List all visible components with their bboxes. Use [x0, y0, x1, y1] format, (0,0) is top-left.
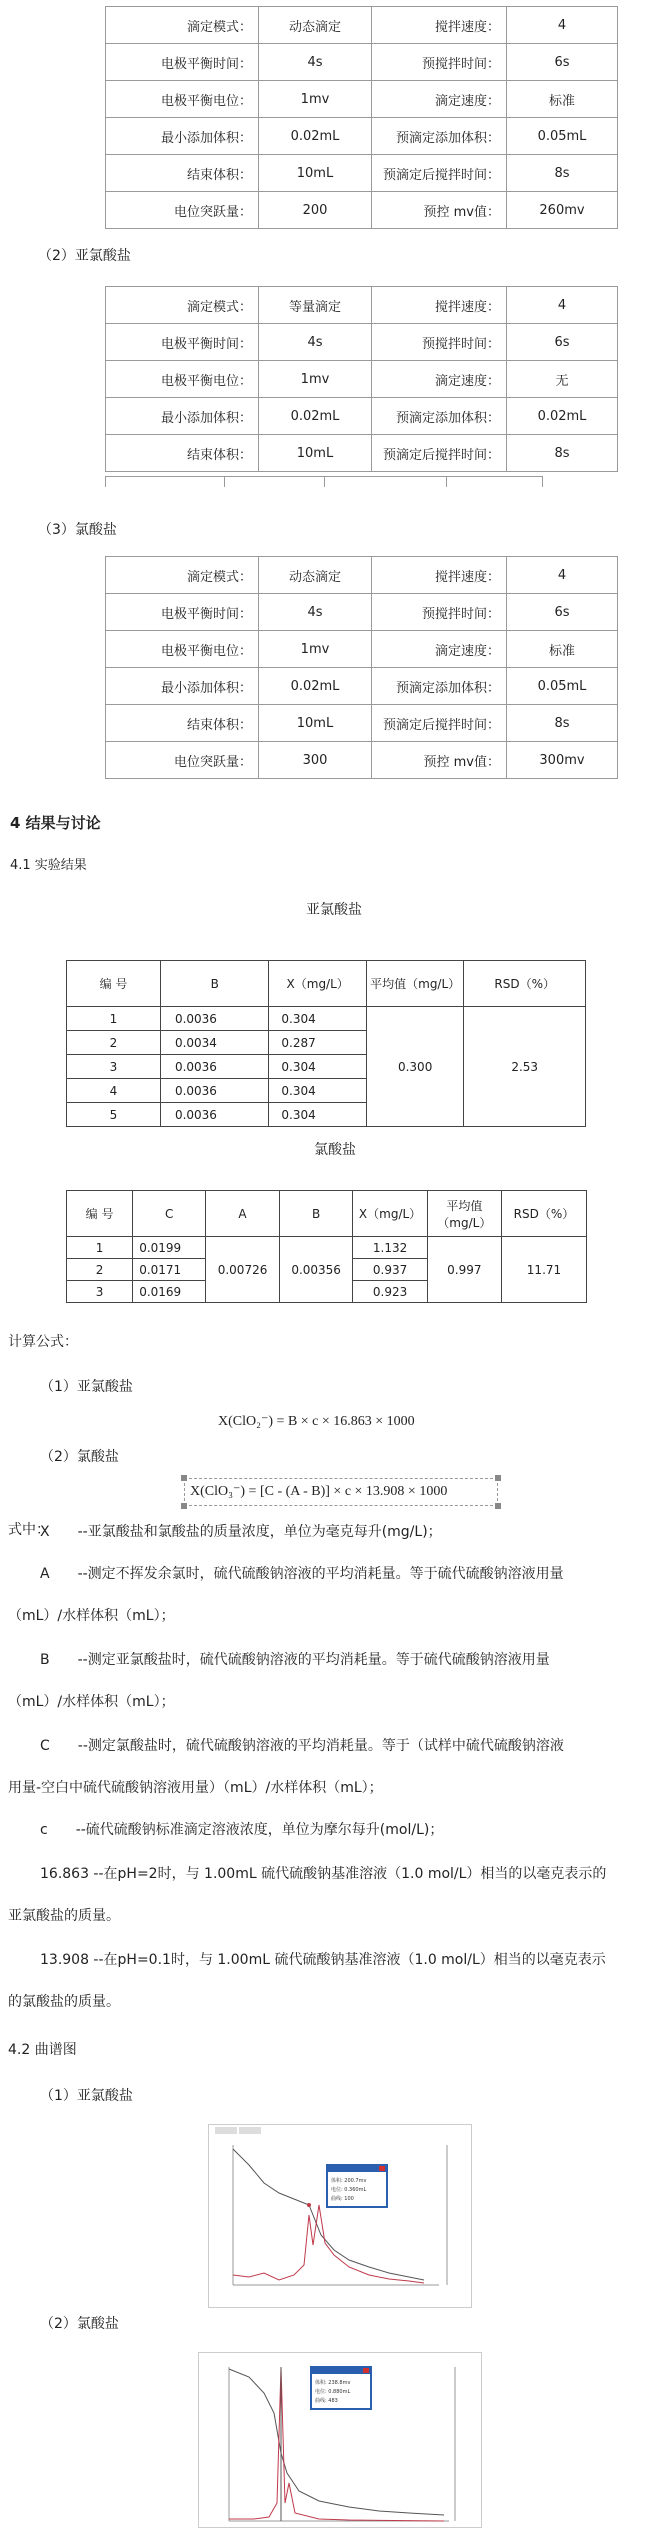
- legend-line: A --测定不挥发余氯时，硫代硫酸钠溶液的平均消耗量。等于硫代硫酸钠溶液用量: [40, 1566, 564, 1582]
- chlorite-titration-curve: [208, 2124, 472, 2308]
- cell-id: 3: [67, 1055, 161, 1079]
- legend-line: 13.908 --在pH=0.1时，与 1.00mL 硫代硫酸钠基准溶液（1.0 mol/L）相当的以毫克表示: [40, 1952, 606, 1968]
- param-cell: 200: [259, 192, 372, 229]
- table-header: 平均值（mg/L）: [427, 1191, 501, 1237]
- param-table-chlorate: [105, 556, 618, 779]
- cell-b: 0.00356: [279, 1237, 353, 1303]
- param-cell: 预滴定后搅拌时间：: [372, 705, 507, 742]
- table-row: [67, 1237, 587, 1259]
- param-cell: 4: [507, 7, 618, 44]
- param-row: [106, 192, 618, 229]
- legend-line: c --硫代硫酸钠标准滴定溶液浓度，单位为摩尔每升(mol/L)；: [40, 1822, 444, 1838]
- table-header: C: [133, 1191, 206, 1237]
- param-cell: 滴定模式：: [106, 7, 259, 44]
- legend-line: 用量-空白中硫代硫酸钠溶液用量）（mL）/水样体积（mL）；: [8, 1780, 383, 1796]
- param-row: [106, 668, 618, 705]
- cell-id: 3: [67, 1281, 133, 1303]
- param-cell: 0.05mL: [507, 668, 618, 705]
- cell-x: 0.304: [269, 1079, 366, 1103]
- chlorite-curve-svg: [209, 2125, 471, 2307]
- param-cell: 8s: [507, 435, 618, 472]
- param-cell: 10mL: [259, 435, 372, 472]
- table-header: B: [160, 961, 268, 1007]
- param-cell: 结束体积：: [106, 155, 259, 192]
- param-cell: 0.02mL: [259, 118, 372, 155]
- cell-b: 0.0036: [160, 1055, 268, 1079]
- param-cell: 电极平衡时间：: [106, 44, 259, 81]
- param-cell: 预滴定后搅拌时间：: [372, 155, 507, 192]
- param-cell: 电位突跃量：: [106, 742, 259, 779]
- table-header: 编 号: [67, 1191, 133, 1237]
- cell-id: 2: [67, 1259, 133, 1281]
- param-cell: 300mv: [507, 742, 618, 779]
- param-cell: 8s: [507, 155, 618, 192]
- param-row: [106, 557, 618, 594]
- popup1-line2: 电位: 0.360mL: [331, 2187, 367, 2193]
- table-header: B: [279, 1191, 353, 1237]
- legend-line: C --测定氯酸盐时，硫代硫酸钠溶液的平均消耗量。等于（试样中硫代硫酸钠溶液: [40, 1738, 564, 1754]
- param-cell: 4: [507, 287, 618, 324]
- param-cell: 6s: [507, 44, 618, 81]
- cell-b: 0.0036: [160, 1079, 268, 1103]
- cell-x: 0.923: [353, 1281, 427, 1303]
- param-row: [106, 287, 618, 324]
- param-cell: 最小添加体积：: [106, 118, 259, 155]
- cell-b: 0.0034: [160, 1031, 268, 1055]
- cell-id: 5: [67, 1103, 161, 1127]
- partial-row: [105, 476, 543, 487]
- param-cell: 300: [259, 742, 372, 779]
- formula-chlorate: X(ClO₃⁻) = [C - (A - B)] × c × 13.908 × 1000: [190, 1484, 448, 1499]
- table-header: 平均值（mg/L）: [366, 961, 463, 1007]
- param-cell: 搅拌速度：: [372, 557, 507, 594]
- table-header: 编 号: [67, 961, 161, 1007]
- legend-line: 亚氯酸盐的质量。: [8, 1908, 120, 1924]
- legend-line: （mL）/水样体积（mL）；: [8, 1608, 175, 1624]
- param-cell: 动态滴定: [259, 557, 372, 594]
- param-cell: 电位突跃量：: [106, 192, 259, 229]
- cell-x: 0.287: [269, 1031, 366, 1055]
- param-cell: 8s: [507, 705, 618, 742]
- cell-id: 4: [67, 1079, 161, 1103]
- section-title-chlorite: （2）亚氯酸盐: [38, 248, 131, 264]
- param-cell: 预滴定添加体积：: [372, 118, 507, 155]
- param-cell: 等量滴定: [259, 287, 372, 324]
- param-cell: 标准: [507, 631, 618, 668]
- cell-c: 0.0199: [133, 1237, 206, 1259]
- formula2-title: （2）氯酸盐: [40, 1449, 119, 1465]
- param-cell: 结束体积：: [106, 705, 259, 742]
- param-cell: 1mv: [259, 361, 372, 398]
- legend-line: 的氯酸盐的质量。: [8, 1994, 120, 2010]
- table-row: [67, 1007, 586, 1031]
- curve1-title: （1）亚氯酸盐: [40, 2088, 133, 2104]
- param-cell: 搅拌速度：: [372, 287, 507, 324]
- param-cell: 预滴定添加体积：: [372, 398, 507, 435]
- formula1-title: （1）亚氯酸盐: [40, 1379, 133, 1395]
- param-cell: 滴定速度：: [372, 81, 507, 118]
- param-cell: 4: [507, 557, 618, 594]
- param-row: [106, 631, 618, 668]
- results-subheading: 4.1 实验结果: [10, 858, 87, 873]
- cell-a: 0.00726: [206, 1237, 280, 1303]
- table-header: X（mg/L）: [353, 1191, 427, 1237]
- param-cell: 电极平衡时间：: [106, 594, 259, 631]
- param-cell: 1mv: [259, 81, 372, 118]
- popup1-line3: 曲线: 100: [331, 2196, 354, 2202]
- param-row: [106, 118, 618, 155]
- curve2-title: （2）氯酸盐: [40, 2316, 119, 2332]
- param-row: [106, 324, 618, 361]
- param-cell: 10mL: [259, 705, 372, 742]
- param-cell: 10mL: [259, 155, 372, 192]
- param-row: [106, 705, 618, 742]
- cell-c: 0.0169: [133, 1281, 206, 1303]
- param-cell: 6s: [507, 594, 618, 631]
- cell-rsd: 2.53: [464, 1007, 586, 1127]
- cell-id: 2: [67, 1031, 161, 1055]
- cell-avg: 0.997: [427, 1237, 501, 1303]
- param-cell: 1mv: [259, 631, 372, 668]
- param-cell: 4s: [259, 594, 372, 631]
- param-row: [106, 742, 618, 779]
- param-cell: 电极平衡电位：: [106, 361, 259, 398]
- param-cell: 6s: [507, 324, 618, 361]
- chlorate-curve-svg: [199, 2353, 481, 2527]
- param-cell: 无: [507, 361, 618, 398]
- table-header: X（mg/L）: [269, 961, 366, 1007]
- param-cell: 0.05mL: [507, 118, 618, 155]
- param-cell: 滴定速度：: [372, 361, 507, 398]
- param-cell: 动态滴定: [259, 7, 372, 44]
- param-row: [106, 7, 618, 44]
- cell-id: 1: [67, 1007, 161, 1031]
- param-cell: 4s: [259, 44, 372, 81]
- param-row: [106, 361, 618, 398]
- chlorate-caption: 氯酸盐: [314, 1142, 356, 1158]
- param-row: [106, 594, 618, 631]
- legend-line: （mL）/水样体积（mL）；: [8, 1694, 175, 1710]
- results-heading: 4 结果与讨论: [10, 814, 101, 832]
- param-cell: 电极平衡电位：: [106, 81, 259, 118]
- toolbar-tab: [215, 2127, 237, 2134]
- legend-line: X --亚氯酸盐和氯酸盐的质量浓度，单位为毫克每升(mg/L)；: [40, 1524, 442, 1540]
- param-cell: 预滴定后搅拌时间：: [372, 435, 507, 472]
- legend-label: 式中：: [8, 1522, 50, 1538]
- cell-b: 0.0036: [160, 1007, 268, 1031]
- param-cell: 搅拌速度：: [372, 7, 507, 44]
- legend-line: B --测定亚氯酸盐时，硫代硫酸钠溶液的平均消耗量。等于硫代硫酸钠溶液用量: [40, 1652, 550, 1668]
- table-header: A: [206, 1191, 280, 1237]
- cell-id: 1: [67, 1237, 133, 1259]
- curves-heading: 4.2 曲谱图: [8, 2042, 77, 2058]
- param-cell: 预控 mv值：: [372, 742, 507, 779]
- param-row: [106, 435, 618, 472]
- cell-b: 0.0036: [160, 1103, 268, 1127]
- param-cell: 预搅拌时间：: [372, 324, 507, 361]
- cell-x: 0.304: [269, 1055, 366, 1079]
- param-cell: 0.02mL: [259, 668, 372, 705]
- param-cell: 260mv: [507, 192, 618, 229]
- param-cell: 结束体积：: [106, 435, 259, 472]
- param-cell: 最小添加体积：: [106, 668, 259, 705]
- table-header: RSD（%）: [501, 1191, 586, 1237]
- legend-line: 16.863 --在pH=2时，与 1.00mL 硫代硫酸钠基准溶液（1.0 mol/L）相当的以毫克表示的: [40, 1866, 607, 1882]
- param-cell: 滴定模式：: [106, 287, 259, 324]
- param-table-top: [105, 6, 618, 229]
- popup2-line2: 电位: 0.880mL: [315, 2389, 351, 2395]
- param-cell: 预滴定添加体积：: [372, 668, 507, 705]
- cell-rsd: 11.71: [501, 1237, 586, 1303]
- param-table-chlorite: [105, 286, 618, 472]
- param-cell: 预搅拌时间：: [372, 594, 507, 631]
- param-cell: 标准: [507, 81, 618, 118]
- chlorite-result-table: [66, 960, 586, 1127]
- cell-avg: 0.300: [366, 1007, 463, 1127]
- param-cell: 预搅拌时间：: [372, 44, 507, 81]
- param-row: [106, 155, 618, 192]
- param-cell: 0.02mL: [507, 398, 618, 435]
- param-cell: 滴定速度：: [372, 631, 507, 668]
- formula-label: 计算公式：: [8, 1334, 78, 1350]
- chlorite-caption: 亚氯酸盐: [306, 902, 362, 918]
- popup2-line3: 曲线: 483: [315, 2398, 338, 2404]
- cell-c: 0.0171: [133, 1259, 206, 1281]
- param-cell: 4s: [259, 324, 372, 361]
- table-header: RSD（%）: [464, 961, 586, 1007]
- toolbar-tab: [239, 2127, 261, 2134]
- param-cell: 0.02mL: [259, 398, 372, 435]
- cell-x: 0.937: [353, 1259, 427, 1281]
- param-cell: 预控 mv值：: [372, 192, 507, 229]
- param-cell: 最小添加体积：: [106, 398, 259, 435]
- param-cell: 电极平衡电位：: [106, 631, 259, 668]
- param-row: [106, 81, 618, 118]
- cell-x: 0.304: [269, 1007, 366, 1031]
- section-title-chlorate: （3）氯酸盐: [38, 522, 117, 538]
- param-row: [106, 44, 618, 81]
- popup1-line1: 体积: 200.7mv: [331, 2178, 367, 2184]
- cell-x: 0.304: [269, 1103, 366, 1127]
- chlorate-result-table: [66, 1190, 587, 1303]
- cell-x: 1.132: [353, 1237, 427, 1259]
- param-cell: 电极平衡时间：: [106, 324, 259, 361]
- formula-chlorite: X(ClO₂⁻) = B × c × 16.863 × 1000: [218, 1414, 415, 1429]
- param-row: [106, 398, 618, 435]
- popup2-line1: 体积: 238.8mv: [315, 2380, 351, 2386]
- chlorate-titration-curve: [198, 2352, 482, 2528]
- param-cell: 滴定模式：: [106, 557, 259, 594]
- endpoint-marker: [307, 2203, 311, 2207]
